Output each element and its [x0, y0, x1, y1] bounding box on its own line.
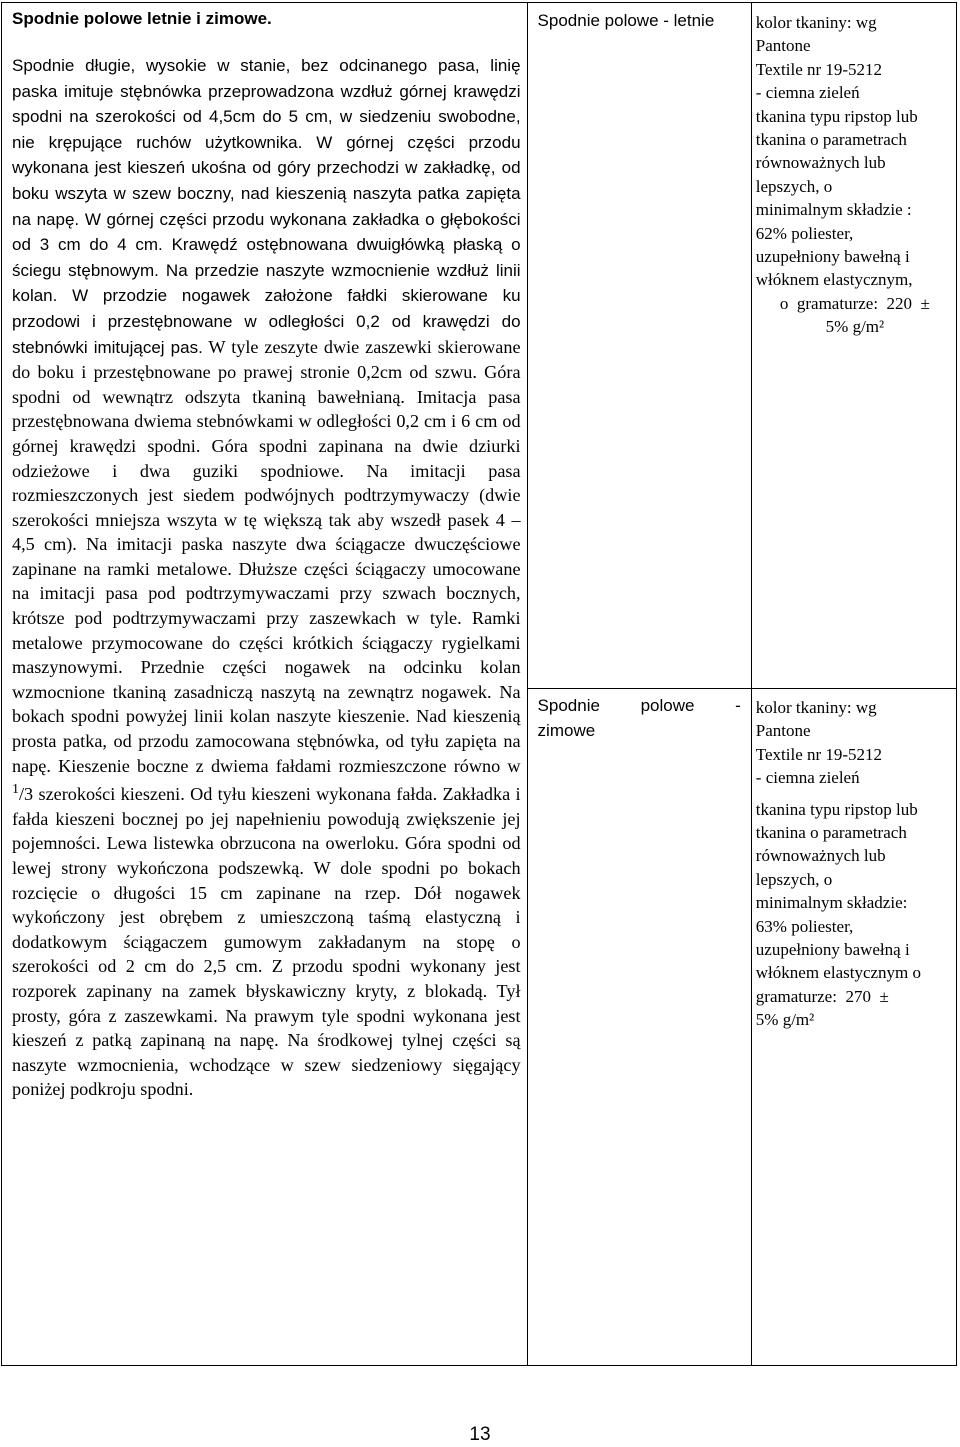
description-text-part3: szerokości kieszeni. Od tyłu kieszeni wykonana fałda. Zakładka i fałda kieszeni bocznej po jej napełnieniu powodują zwiększenie jej pojemności. Lewa listewka obrzucona na owerloku. Góra spodni od lewej strony wykończona podszewką. W dole spodni po bokach rozcięcie o długości 15 cm zapinane na rzep. Dół nogawek wykończony jest obrębem z umieszczoną taśmą elastyczną i dodatkowym ściągaczem gumowym zakładanym na stopę o szerokości od 2 cm do 2,5 cm. Z przodu spodni wykonany jest rozporek zapinany na zamek błyskawiczny kryty, z blokadą. Tył prosty, góra z zaszewkami. Na prawym tyle spodni wykonana jest kieszeń z patką zapinaną na napę. Na środkowej tylnej części są naszyte wzmocnienia, wchodzące w szew siedzeniowy sięgający poniżej podkroju spodni. [12, 784, 521, 1100]
material-cell-summer [751, 3, 956, 689]
variant-name-summer [527, 3, 751, 689]
material-line: Pantone [755, 36, 811, 56]
variant-name-winter [527, 689, 751, 1366]
fraction-numerator: 1 [12, 782, 19, 798]
material-line: 63% poliester, [755, 916, 854, 936]
material-line: Textile nr 19-5212 [755, 744, 883, 764]
material-line: gramaturze: 270 ± [755, 986, 889, 1006]
specification-table [1, 2, 957, 1366]
material-line: kolor tkaniny: wg [755, 13, 877, 32]
material-line: włóknem elastycznym o [755, 963, 922, 983]
material-line: uzupełniony bawełną i [755, 940, 910, 960]
material-line: Textile nr 19-5212 [755, 59, 883, 79]
material-line: tkanina o parametrach [755, 823, 907, 843]
description-body [12, 53, 521, 1102]
material-line: Pantone [755, 721, 811, 741]
material-line: tkanina typu ripstop lub [755, 799, 918, 819]
material-line: lepszych, o [755, 176, 833, 196]
material-line: - ciemna zieleń [755, 768, 860, 788]
material-line: 5% g/m² [825, 317, 885, 337]
material-line: uzupełniony bawełną i [755, 247, 910, 267]
material-line: kolor tkaniny: wg [755, 698, 877, 717]
material-line: minimalnym składzie: [755, 893, 908, 913]
material-line: równoważnych lub [755, 153, 886, 173]
material-line: równoważnych lub [755, 846, 886, 866]
material-line: 62% poliester, [755, 223, 854, 243]
variant-name-winter-line1: Spodnie polowe - [537, 696, 741, 715]
table-row [2, 3, 957, 689]
page-number: 13 [469, 1424, 491, 1445]
material-line: o gramaturze: 220 ± [779, 293, 930, 313]
variant-name-summer-text: Spodnie polowe - letnie [537, 11, 715, 30]
material-line: minimalnym składzie : [755, 200, 912, 220]
description-cell [2, 3, 528, 1366]
variant-name-winter-line2: zimowe [537, 721, 596, 740]
description-text-part2: W tyle zeszyte dwie zaszewki skierowane do boku i przestębnowane po prawej stronie 0,2cm od szwu. Góra spodni od wewnątrz odszyta tkaniną bawełnianą. Imitacja pasa przestębnowana dwiema stebnówkami w odległości 0,2 cm i 6 cm od górnej krawędzi spodni. Góra spodni zapinana na dwie dziurki odzieżowe i dwa guziki spodniowe. Na imitacji pasa rozmieszczonych jest siedem podwójnych podtrzymywaczy (dwie szerokości mniejsza wszyta w tę większą tak aby wszedł pasek 4 – 4,5 cm). Na imitacji paska naszyte dwa ściągacze dwuczęściowe zapinane na ramki metalowe. Dłuższe części ściągaczy umocowane na imitacji pasa pod podtrzymywaczami przy szwach bocznych, krótsze pod podtrzymywaczami przy zaszewkach w tyle. Ramki metalowe przymocowane do części krótkich ściągaczy rygielkami maszynowymi. Przednie części nogawek na odcinku kolan wzmocnione tkaniną zasadniczą naszytą na zewnątrz nogawek. Na bokach spodni powyżej linii kolan naszyte kieszenie. Nad kieszenią prosta patka, od przodu zamocowana stębnówka, od tyłu zapięta na napę. Kieszenie boczne z dwiema fałdami rozmieszczone równo w [12, 336, 521, 776]
description-text-part1: Spodnie długie, wysokie w stanie, bez odcinanego pasa, linię paska imituje stębnówka przeprowadzona wzdłuż górnej krawędzi spodni na szerokości od 4,5cm do 5 cm, w siedzeniu swobodne, nie krępujące ruchów użytkownika. W górnej części przodu wykonana jest kieszeń ukośna od góry przechodzi w zakładkę, od boku wszyta w szew boczny, nad kieszenią naszyta patka zapięta na napę. W górnej części przodu wykonana zakładka o głębokości od 3 cm do 4 cm. Krawędź ostębnowana dwuigłówką płaską o ściegu stębnowym. Na przedzie naszyte wzmocnienie wzdłuż linii kolan. W przodzie nogawek założone fałdki skierowane ku przodowi i przestębnowane w odległości 0,2 od krawędzi do stebnówki imitującej pas. [12, 56, 521, 357]
material-line: włóknem elastycznym, [755, 270, 913, 290]
material-line: tkanina o parametrach [755, 130, 907, 150]
material-line: 5% g/m² [755, 1010, 815, 1030]
fraction-denominator: /3 [19, 784, 34, 805]
material-line: - ciemna zieleń [755, 83, 860, 103]
description-title: Spodnie polowe letnie i zimowe. [12, 9, 272, 28]
material-line: tkanina typu ripstop lub [755, 106, 918, 126]
material-line: lepszych, o [755, 869, 833, 889]
material-cell-winter [751, 689, 956, 1366]
